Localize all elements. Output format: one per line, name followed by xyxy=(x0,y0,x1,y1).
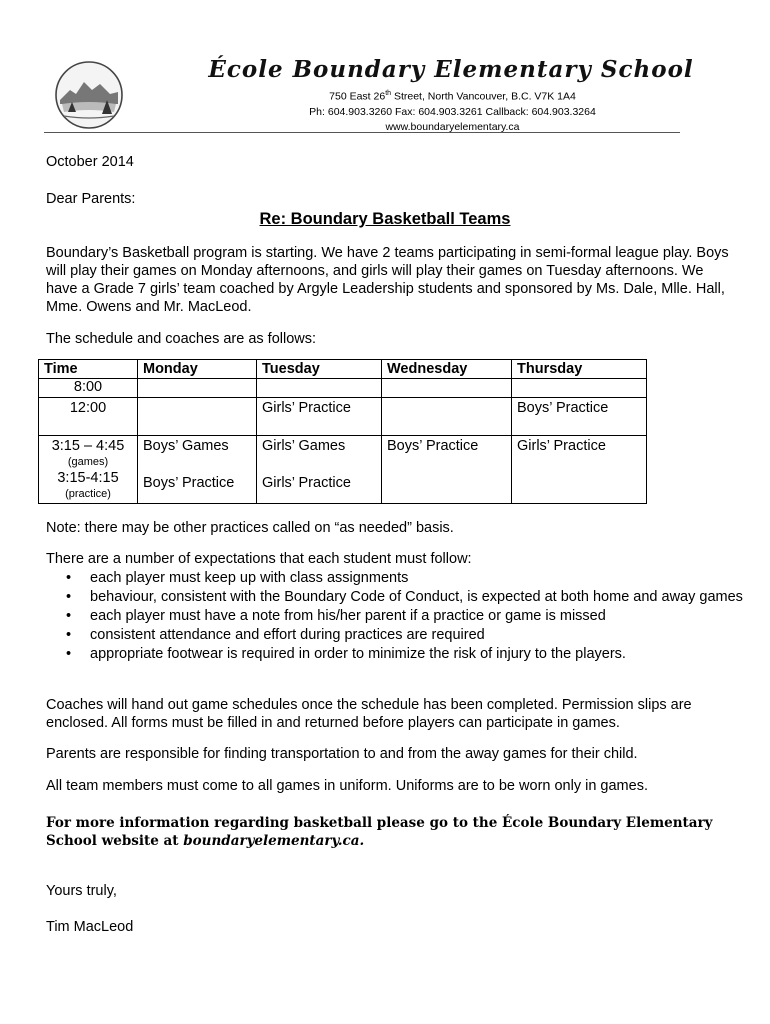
letter-date: October 2014 xyxy=(46,154,134,170)
table-cell xyxy=(512,379,647,398)
schedule-table xyxy=(38,359,647,504)
schedule-intro: The schedule and coaches are as follows: xyxy=(46,331,317,347)
table-cell: Girls’ Practice xyxy=(257,398,382,436)
table-cell: Girls’ Games Girls’ Practice xyxy=(257,436,382,504)
list-item: • consistent attendance and effort during practices are required xyxy=(66,627,485,643)
expectations-list xyxy=(46,569,746,664)
table-cell xyxy=(382,398,512,436)
time-cell: 3:15 – 4:45 (games) 3:15-4:15 (practice) xyxy=(39,436,138,504)
parents-paragraph: Parents are responsible for finding transportation to and from the away games for their child. xyxy=(46,746,638,762)
table-cell: Boys’ Games Boys’ Practice xyxy=(138,436,257,504)
table-header-row xyxy=(39,360,647,379)
closing: Yours truly, xyxy=(46,883,117,899)
list-item: • behaviour, consistent with the Boundary Code of Conduct, is expected at both home and away games xyxy=(66,589,743,605)
time-cell: 8:00 xyxy=(39,379,138,398)
time-cell: 12:00 xyxy=(39,398,138,436)
school-address: 750 East 26th Street, North Vancouver, B.C. V7K 1A4 xyxy=(329,90,576,103)
header-tuesday: Tuesday xyxy=(257,360,382,379)
table-row xyxy=(39,436,647,504)
school-phones: Ph: 604.903.3260 Fax: 604.903.3261 Callback: 604.903.3264 xyxy=(309,106,596,118)
table-row xyxy=(39,398,647,436)
header-thursday: Thursday xyxy=(512,360,647,379)
expectations-intro: There are a number of expectations that each student must follow: xyxy=(46,551,472,567)
table-cell xyxy=(257,379,382,398)
letter-subject: Re: Boundary Basketball Teams xyxy=(259,210,511,228)
header-monday: Monday xyxy=(138,360,257,379)
list-item: • appropriate footwear is required in order to minimize the risk of injury to the players. xyxy=(66,646,626,662)
table-cell xyxy=(138,398,257,436)
salutation: Dear Parents: xyxy=(46,191,136,207)
table-cell: Girls’ Practice xyxy=(512,436,647,504)
list-item: • each player must keep up with class assignments xyxy=(66,570,409,586)
header-wednesday: Wednesday xyxy=(382,360,512,379)
signature: Tim MacLeod xyxy=(46,919,134,935)
header-divider xyxy=(44,132,680,133)
table-cell: Boys’ Practice xyxy=(382,436,512,504)
coaches-paragraph: Coaches will hand out game schedules once the schedule has been completed. Permission slips are enclosed. All forms must be filled in and returned before players can participate in games. xyxy=(46,697,692,731)
school-name: École Boundary Elementary School xyxy=(208,56,694,83)
uniform-paragraph: All team members must come to all games in uniform. Uniforms are to be worn only in games. xyxy=(46,778,648,794)
website-link[interactable]: boundaryelementary.ca. xyxy=(183,833,365,849)
intro-paragraph: Boundary’s Basketball program is starting. We have 2 teams participating in semi-formal league play. Boys will play their games on Monday afternoons, and girls will play their games on Tuesday afternoons. We have a Grade 7 girls’ team coached by Argyle Leadership students and sponsored by Ms. Dale, Mlle. Hall, Mme. Owens and Mr. MacLeod. xyxy=(46,245,729,315)
table-cell xyxy=(138,379,257,398)
schedule-note: Note: there may be other practices called on “as needed” basis. xyxy=(46,520,454,536)
more-info-paragraph: For more information regarding basketball please go to the École Boundary Elementary School website at boundaryelementary.ca. xyxy=(46,815,713,849)
school-website[interactable]: www.boundaryelementary.ca xyxy=(385,121,520,133)
list-item: • each player must have a note from his/her parent if a practice or game is missed xyxy=(66,608,606,624)
header-time: Time xyxy=(39,360,138,379)
table-cell: Boys’ Practice xyxy=(512,398,647,436)
table-cell xyxy=(382,379,512,398)
table-row xyxy=(39,379,647,398)
